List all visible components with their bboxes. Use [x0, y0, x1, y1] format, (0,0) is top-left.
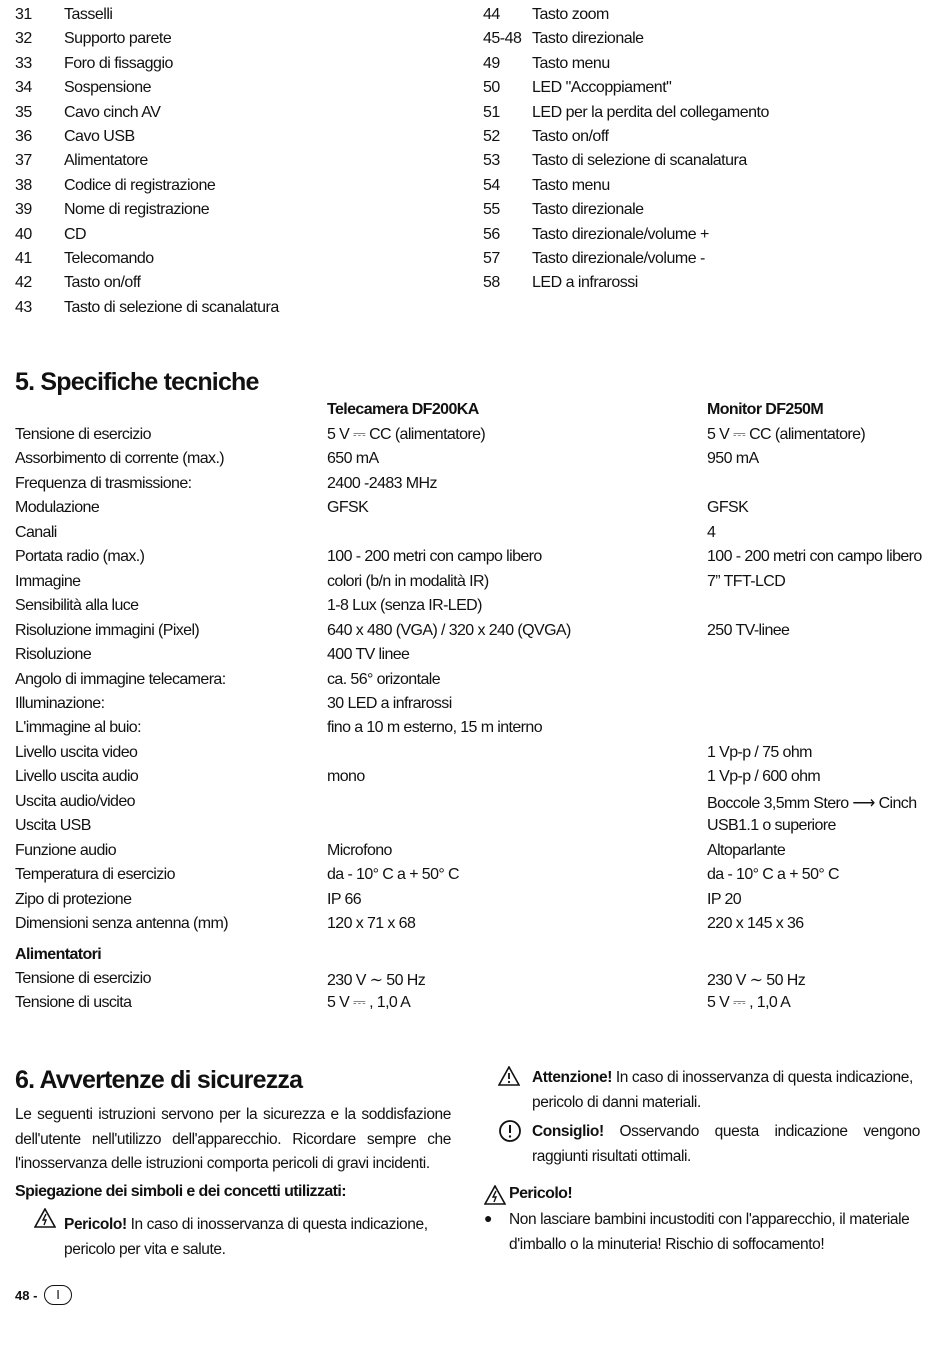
camera-value: 100 - 200 metri con campo libero	[327, 548, 542, 566]
monitor-value: 7” TFT-LCD	[707, 572, 786, 590]
attenzione-definition	[532, 1066, 920, 1115]
legend-label: CD	[64, 225, 87, 243]
spec-label: Sensibilità alla luce	[15, 597, 139, 615]
legend-label: Alimentatore	[64, 152, 148, 170]
camera-value: 1-8 Lux (senza IR-LED)	[327, 597, 482, 615]
camera-value: 650 mA	[327, 450, 379, 468]
pericolo-definition	[64, 1213, 452, 1262]
legend-number: 36	[15, 128, 32, 145]
spec-label: Canali	[15, 523, 57, 541]
legend-number: 52	[483, 128, 500, 145]
legend-number: 53	[483, 152, 500, 170]
consiglio-text: Osservando questa indicazione vengono raggiunti risultati ottimali.	[532, 1123, 920, 1165]
pericolo-subheading: Pericolo!	[509, 1185, 573, 1202]
monitor-value: 1 Vp-p / 75 ohm	[707, 743, 812, 761]
safety-heading: 6. Avvertenze di sicurezza	[15, 1066, 303, 1094]
legend-label: Tasselli	[64, 6, 113, 23]
legend-label: Tasto direzionale/volume -	[532, 250, 705, 267]
legend-label: Tasto direzionale/volume +	[532, 225, 709, 243]
spec-row	[0, 450, 950, 474]
legend-number: 58	[483, 274, 500, 292]
legend-label: Cavo USB	[64, 128, 135, 145]
spec-label: Dimensioni senza antenna (mm)	[15, 915, 228, 932]
spec-row	[0, 524, 950, 548]
legend-number: 39	[15, 201, 32, 219]
spec-label: Illuminazione:	[15, 694, 105, 712]
legend-number: 35	[15, 103, 32, 121]
camera-value: 120 x 71 x 68	[327, 915, 416, 932]
safety-intro: Le seguenti istruzioni servono per la sicurezza e la soddisfazione dell'utente nell'utilizzo dell'apparecchio. Ricordare sempre che l'inosservanza delle istruzioni comporta pericoli di gravi incidenti.	[15, 1106, 451, 1172]
legend-label: Tasto on/off	[532, 128, 609, 145]
spec-label: Uscita audio/video	[15, 792, 135, 810]
spec-label: Portata radio (max.)	[15, 548, 145, 566]
spec-row	[0, 744, 950, 768]
spec-row	[0, 866, 950, 890]
camera-value: ca. 56° orizontale	[327, 670, 441, 688]
symbols-heading: Spiegazione dei simboli e dei concetti utilizzati:	[15, 1183, 346, 1200]
spec-label: Risoluzione immagini (Pixel)	[15, 621, 200, 639]
warning-triangle-icon	[34, 1208, 56, 1228]
legend-number: 43	[15, 298, 32, 316]
legend-label: Tasto direzionale	[532, 201, 644, 219]
legend-label: LED "Accoppiament"	[532, 79, 672, 97]
monitor-value: IP 20	[707, 890, 742, 908]
spec-label: Temperatura di esercizio	[15, 866, 175, 884]
warning-triangle-icon	[484, 1185, 506, 1205]
legend-number: 41	[15, 250, 32, 267]
spec-row	[0, 915, 950, 939]
spec-row	[0, 695, 950, 719]
legend-number: 40	[15, 225, 32, 243]
monitor-value: 950 mA	[707, 450, 759, 468]
psu-heading: Alimentatori	[15, 946, 102, 963]
spec-row	[0, 817, 950, 841]
monitor-value: USB1.1 o superiore	[707, 817, 836, 835]
camera-value: mono	[327, 768, 365, 786]
monitor-value: 1 Vp-p / 600 ohm	[707, 768, 821, 786]
spec-row	[0, 426, 950, 450]
camera-value: IP 66	[327, 890, 362, 908]
legend-number: 38	[15, 176, 32, 194]
legend-label: Tasto di selezione di scanalatura	[64, 298, 279, 316]
legend-label: Codice di registrazione	[64, 176, 216, 194]
legend-number: 56	[483, 225, 500, 243]
legend-number: 31	[15, 6, 32, 23]
specs-heading: 5. Specifiche tecniche	[15, 368, 259, 396]
spec-row	[0, 646, 950, 670]
monitor-value: 5 V ⎓ CC (alimentatore)	[707, 426, 866, 443]
legend-number: 45-48	[483, 30, 522, 48]
spec-row	[0, 842, 950, 866]
legend-label: Telecomando	[64, 250, 154, 267]
monitor-value: da - 10° C a + 50° C	[707, 866, 839, 884]
spec-label: Tensione di uscita	[15, 994, 132, 1012]
legend-label: Tasto direzionale	[532, 30, 644, 48]
bullet-icon: ●	[484, 1210, 493, 1226]
camera-value: 30 LED a infrarossi	[327, 694, 452, 712]
exclamation-circle-icon	[498, 1119, 522, 1143]
monitor-column-header: Monitor DF250M	[707, 401, 824, 418]
spec-label: Tensione di esercizio	[15, 426, 151, 443]
legend-number: 51	[483, 103, 500, 121]
pericolo-label: Pericolo!	[64, 1216, 127, 1233]
legend-number: 33	[15, 54, 32, 72]
legend-label: Tasto di selezione di scanalatura	[532, 152, 747, 170]
camera-column-header: Telecamera DF200KA	[327, 401, 479, 418]
monitor-value: 5 V ⎓ , 1,0 A	[707, 994, 791, 1012]
spec-label: Risoluzione	[15, 646, 92, 664]
legend-number: 42	[15, 274, 32, 292]
monitor-value: 4	[707, 523, 716, 541]
legend-number: 49	[483, 54, 500, 72]
spec-label: Angolo di immagine telecamera:	[15, 670, 226, 688]
camera-value: 640 x 480 (VGA) / 320 x 240 (QVGA)	[327, 621, 571, 639]
spec-label: Zipo di protezione	[15, 890, 132, 908]
monitor-value: 100 - 200 metri con campo libero	[707, 548, 922, 566]
monitor-value: 220 x 145 x 36	[707, 915, 804, 932]
legend-number: 57	[483, 250, 500, 267]
spec-row	[0, 768, 950, 792]
camera-value: 230 V ∼ 50 Hz	[327, 972, 426, 989]
spec-row	[0, 970, 950, 994]
spec-label: Livello uscita video	[15, 743, 138, 761]
consiglio-label: Consiglio!	[532, 1123, 604, 1140]
spec-row	[0, 994, 950, 1018]
consiglio-definition	[532, 1120, 920, 1169]
language-badge: I	[44, 1285, 72, 1305]
legend-label: Supporto parete	[64, 30, 172, 48]
legend-number: 37	[15, 152, 32, 170]
legend-number: 32	[15, 30, 32, 48]
safety-bullet: Non lasciare bambini incustoditi con l'apparecchio, il materiale d'imballo o la minuteria! Rischio di soffocamento!	[509, 1211, 910, 1253]
monitor-value: Boccole 3,5mm Stero ⟶ Cinch	[707, 794, 917, 812]
monitor-value: 250 TV-linee	[707, 621, 790, 639]
spec-row	[0, 622, 950, 646]
specs-column-headers	[0, 401, 950, 425]
legend-number: 55	[483, 201, 500, 219]
spec-row	[0, 891, 950, 915]
warning-triangle-icon	[498, 1066, 520, 1086]
camera-value: 2400 -2483 MHz	[327, 474, 437, 492]
camera-value: 5 V ⎓ CC (alimentatore)	[327, 426, 486, 443]
monitor-value: GFSK	[707, 499, 749, 517]
spec-label: Livello uscita audio	[15, 768, 139, 786]
page-number: 48 -	[15, 1288, 38, 1303]
camera-value: Microfono	[327, 841, 392, 859]
spec-label: Immagine	[15, 572, 81, 590]
spec-label: Funzione audio	[15, 841, 117, 859]
camera-value: colori (b/n in modalità IR)	[327, 572, 489, 590]
legend-number: 44	[483, 6, 500, 23]
legend-label: Cavo cinch AV	[64, 103, 161, 121]
spec-row	[0, 597, 950, 621]
legend-label: Tasto menu	[532, 176, 610, 194]
spec-label: Frequenza di trasmissione:	[15, 474, 192, 492]
legend-label: LED a infrarossi	[532, 274, 638, 292]
monitor-value: Altoparlante	[707, 841, 786, 859]
legend-label: Nome di registrazione	[64, 201, 210, 219]
legend-number: 50	[483, 79, 500, 97]
legend-number: 34	[15, 79, 32, 97]
legend-label: Tasto zoom	[532, 6, 609, 23]
spec-label: Assorbimento di corrente (max.)	[15, 450, 225, 468]
spec-label: Tensione di esercizio	[15, 970, 151, 987]
camera-value: da - 10° C a + 50° C	[327, 866, 459, 884]
spec-row	[0, 548, 950, 572]
legend-label: Foro di fissaggio	[64, 54, 173, 72]
spec-row	[0, 475, 950, 499]
spec-label: Modulazione	[15, 499, 100, 517]
spec-row	[0, 499, 950, 523]
legend-label: LED per la perdita del collegamento	[532, 103, 769, 121]
camera-value: 400 TV linee	[327, 646, 410, 664]
attenzione-text: In caso di inosservanza di questa indicazione, pericolo di danni materiali.	[532, 1069, 913, 1111]
pericolo-text: In caso di inosservanza di questa indicazione, pericolo per vita e salute.	[64, 1216, 428, 1258]
legend-number: 54	[483, 176, 500, 194]
camera-value: fino a 10 m esterno, 15 m interno	[327, 719, 542, 737]
legend-label: Sospensione	[64, 79, 152, 97]
monitor-value: 230 V ∼ 50 Hz	[707, 972, 806, 989]
spec-label: L'immagine al buio:	[15, 719, 141, 737]
camera-value: 5 V ⎓ , 1,0 A	[327, 994, 411, 1012]
spec-label: Uscita USB	[15, 817, 91, 835]
legend-label: Tasto on/off	[64, 274, 141, 292]
spec-row	[0, 719, 950, 743]
spec-row	[0, 793, 950, 817]
attenzione-label: Attenzione!	[532, 1069, 612, 1086]
camera-value: GFSK	[327, 499, 369, 517]
legend-label: Tasto menu	[532, 54, 610, 72]
spec-row	[0, 671, 950, 695]
spec-row	[0, 573, 950, 597]
